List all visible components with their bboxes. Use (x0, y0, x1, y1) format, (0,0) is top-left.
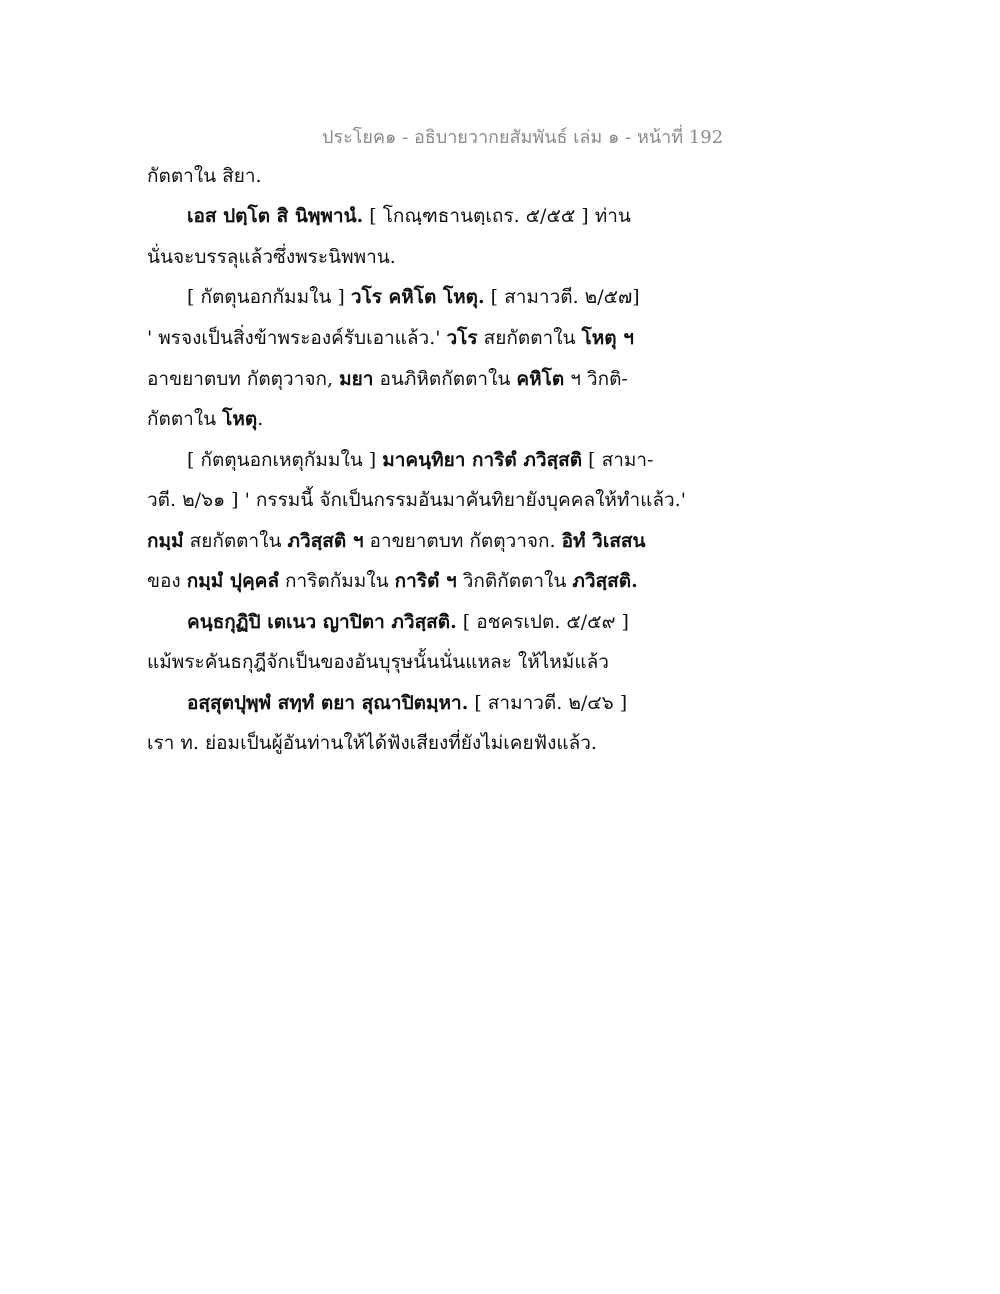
text-segment: อนภิหิตกัตตาใน (373, 368, 517, 390)
text-segment: กัตตาใน (147, 408, 223, 430)
text-line (187, 694, 627, 713)
text-line (147, 734, 597, 753)
text-segment: [ สามาวตี. ๒/๕๗] (484, 286, 640, 308)
text-line (147, 370, 628, 389)
text-segment: อาขยาตบท กัตตุวาจก, (147, 368, 340, 390)
text-segment: [ สามา- (582, 449, 654, 471)
bold-text-segment: อสฺสุตปุพฺพํ สทฺทํ ตยา สุณาปิตมฺหา. (187, 692, 469, 714)
text-segment: ของ (147, 570, 187, 592)
bold-text-segment: กมฺมํ ปุคฺคลํ (186, 570, 280, 592)
text-segment: อาขยาตบท กัตตุวาจก. (363, 530, 562, 552)
bold-text-segment: วโร คหิโต โหตุ. (350, 286, 485, 308)
text-segment: [ โกณฺฑธานตฺเถร. ๕/๕๕ ] ท่าน (363, 205, 631, 227)
bold-text-segment: โหตุ (222, 408, 258, 430)
text-line (147, 572, 638, 591)
text-segment: กัตตาใน สิยา. (147, 165, 262, 187)
bold-text-segment: กมฺมํ (147, 530, 184, 552)
text-segment: สยกัตตาใน (477, 327, 582, 349)
text-segment: การิตกัมมใน (279, 570, 395, 592)
text-line (147, 329, 634, 348)
bold-text-segment: คนฺธกุฏิปิ เตเนว ญาปิตา ภวิสฺสติ. (187, 611, 457, 633)
text-segment: [ อชครเปต. ๕/๕๙ ] (456, 611, 629, 633)
bold-text-segment: มาคนฺทิยา การิตํ ภวิสฺสติ (382, 449, 583, 471)
bold-text-segment: คหิโต (516, 368, 565, 390)
page-header: ประโยค๑ - อธิบายวากยสัมพันธ์ เล่ม ๑ - หน้าที่ 192 (322, 127, 724, 148)
text-line (187, 288, 640, 307)
text-line (147, 491, 686, 510)
text-segment: . (257, 408, 264, 430)
text-line (147, 653, 609, 672)
text-segment: [ กัตตุนอกกัมมใน ] (187, 286, 351, 308)
text-line (147, 532, 646, 551)
bold-text-segment: ภวิสฺสติ. (572, 570, 638, 592)
text-line (147, 410, 263, 429)
bold-text-segment: อิทํ วิเสสน (561, 530, 646, 552)
text-line (187, 613, 629, 632)
text-line (187, 207, 631, 226)
text-segment: [ กัตตุนอกเหตุกัมมใน ] (187, 449, 383, 471)
text-line (147, 167, 262, 186)
text-segment: สยกัตตาใน (183, 530, 288, 552)
text-segment: ฯ วิกติ- (564, 368, 628, 390)
text-line (147, 248, 396, 267)
text-segment: ' พรจงเป็นสิ่งข้าพระองค์รับเอาแล้ว.' (147, 327, 447, 349)
text-segment: นั่นจะบรรลุแล้วซึ่งพระนิพพาน. (147, 246, 396, 268)
bold-text-segment: ภวิสฺสติ ฯ (287, 530, 364, 552)
text-segment: แม้พระคันธกุฎีจักเป็นของอันบุรุษนั้นนั่นแหละ ให้ไหม้แล้ว (147, 651, 609, 673)
bold-text-segment: โหตุ ฯ (581, 327, 634, 349)
text-line (187, 451, 653, 470)
bold-text-segment: การิตํ ฯ (394, 570, 457, 592)
text-segment: วตี. ๒/๖๑ ] ' กรรมนี้ จักเป็นกรรมอันมาคันทิยายังบุคคลให้ทำแล้ว.' (147, 489, 686, 511)
text-segment: วิกติกัตตาใน (456, 570, 573, 592)
bold-text-segment: วโร (446, 327, 478, 349)
text-segment: เรา ท. ย่อมเป็นผู้อันท่านให้ได้ฟังเสียงที่ยังไม่เคยฟังแล้ว. (147, 732, 597, 754)
text-segment: [ สามาวตี. ๒/๔๖ ] (468, 692, 628, 714)
bold-text-segment: เอส ปตฺโต สิ นิพฺพานํ. (187, 205, 364, 227)
bold-text-segment: มยา (339, 368, 374, 390)
